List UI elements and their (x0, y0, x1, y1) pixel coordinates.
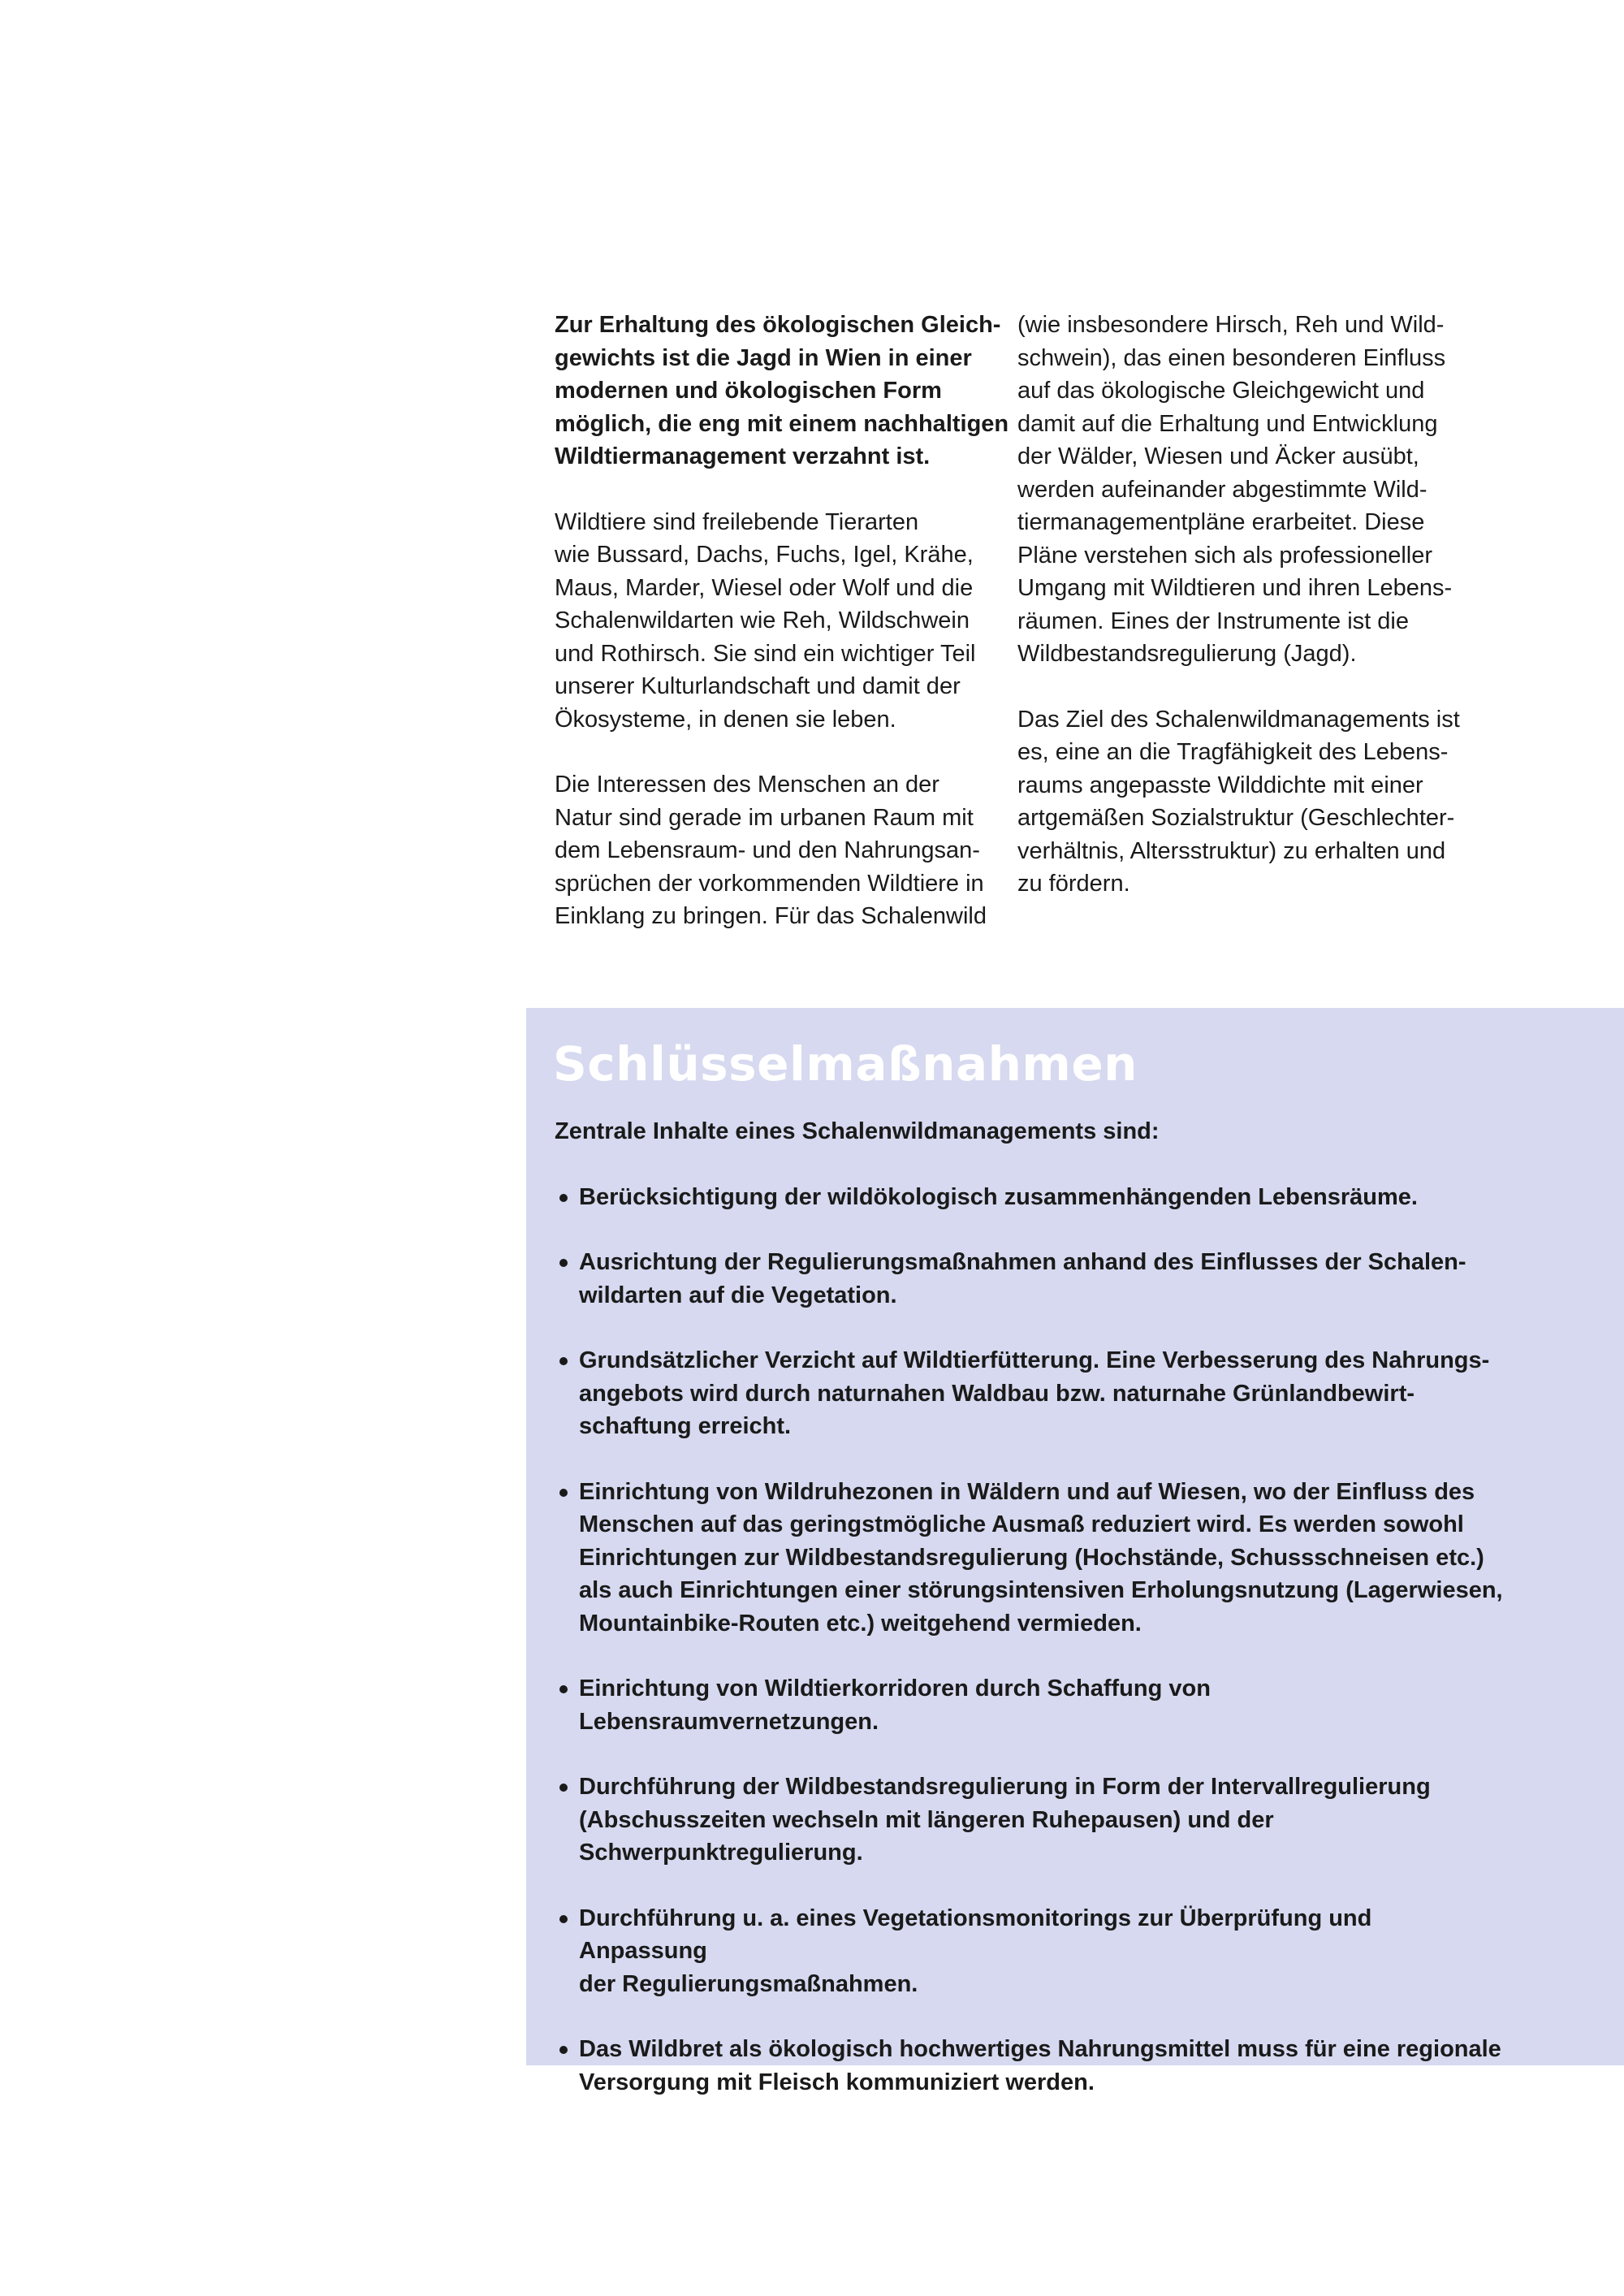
right-column (1017, 309, 1472, 966)
body-paragraph: Die Interessen des Menschen an der Natur sind gerade im urbanen Raum mit dem Lebensraum- und den Nahrungsan- sprüchen der vorkommenden Wildtiere in Einklang zu bringen. Für das Schalenwild (555, 772, 987, 929)
lead-paragraph: Zur Erhaltung des ökologischen Gleich- gewichts ist die Jagd in Wien in einer modernen und ökologischen Form möglich, die eng mit einem nachhaltigen Wildtiermanagement verzahnt ist. (555, 312, 1009, 469)
key-measures-list (553, 1181, 1503, 2099)
key-measures-title: Schlüsselmaßnahmen (553, 1036, 1138, 1092)
body-paragraph: Wildtiere sind freilebende Tierarten wie Bussard, Dachs, Fuchs, Igel, Krähe, Maus, Marder, Wiesel oder Wolf und die Schalenwildarten wie Reh, Wildschwein und Rothirsch. Sie sind ein wichtiger Teil unserer Kulturlandschaft und damit der Ökosysteme, in denen sie leben. (555, 508, 976, 733)
key-measures-intro: Zentrale Inhalte eines Schalenwildmanagements sind: (555, 1118, 1160, 1144)
list-item (553, 1902, 1503, 2001)
left-column (555, 309, 1009, 966)
intro-columns (555, 309, 1472, 966)
bullet-icon (559, 1194, 568, 1202)
list-item-text: Berücksichtigung der wildökologisch zusammenhängenden Lebensräume. (579, 1183, 1418, 1210)
list-item (553, 1344, 1503, 1443)
list-item (553, 2033, 1503, 2099)
bullet-icon (559, 1685, 568, 1693)
list-item-text: Ausrichtung der Regulierungsmaßnahmen anhand des Einflusses der Schalen- wildarten auf die Vegetation. (579, 1249, 1466, 1308)
bullet-icon (559, 1259, 568, 1267)
list-item (553, 1476, 1503, 1641)
list-item-text: Einrichtung von Wildruhezonen in Wäldern und auf Wiesen, wo der Einfluss des Menschen auf das geringstmögliche Ausmaß reduziert wird. Es werden sowohl Einrichtungen zur Wildbestandsregulierung (Hochstände, Schussschneisen etc.) als auch Einrichtungen einer störungsintensiven Erholungsnutzung (Lagerwiesen, Mountainbike-Routen etc.) weitgehend vermieden. (579, 1478, 1503, 1637)
bullet-icon (559, 1489, 568, 1497)
list-item (553, 1672, 1503, 1738)
list-item-text: Grundsätzlicher Verzicht auf Wildtierfütterung. Eine Verbesserung des Nahrungs- angebots wird durch naturnahen Waldbau bzw. naturnahe Grünlandbewirt- schaftung erreicht. (579, 1347, 1490, 1439)
body-paragraph: Das Ziel des Schalenwildmanagements ist es, eine an die Tragfähigkeit des Lebens- raums angepasste Wilddichte mit einer artgemäßen Sozialstruktur (Geschlechter- verhältnis, Altersstruktur) zu erhalten und zu fördern. (1017, 706, 1460, 897)
list-item-text: Einrichtung von Wildtierkorridoren durch Schaffung von Lebensraumvernetzungen. (579, 1676, 1211, 1735)
list-item (553, 1246, 1503, 1312)
list-item-text: Das Wildbret als ökologisch hochwertiges Nahrungsmittel muss für eine regionale Versorgung mit Fleisch kommuniziert werden. (579, 2036, 1501, 2095)
bullet-icon (559, 1357, 568, 1365)
list-item-text: Durchführung der Wildbestandsregulierung in Form der Intervallregulierung (Abschusszeiten wechseln mit längeren Ruhepausen) und der Schwerpunktregulierung. (579, 1774, 1431, 1866)
list-item (553, 1771, 1503, 1870)
key-measures-box (526, 1008, 1624, 2095)
list-item-text: Durchführung u. a. eines Vegetationsmonitorings zur Überprüfung und Anpassung der Regulierungsmaßnahmen. (579, 1905, 1372, 1997)
bullet-icon (559, 2046, 568, 2054)
body-paragraph: (wie insbesondere Hirsch, Reh und Wild- schwein), das einen besonderen Einfluss auf das ökologische Gleichgewicht und damit auf die Erhaltung und Entwicklung der Wälder, Wiesen und Äcker ausübt, werden aufeinander abgestimmte Wild- tiermanagementpläne erarbeitet. Diese Pläne verstehen sich als professioneller Umgang mit Wildtieren und ihren Lebens- räumen. Eines der Instrumente ist die Wildbestandsregulierung (Jagd). (1017, 312, 1453, 667)
bullet-icon (559, 1784, 568, 1792)
list-item (553, 1181, 1503, 1214)
bullet-icon (559, 1915, 568, 1923)
